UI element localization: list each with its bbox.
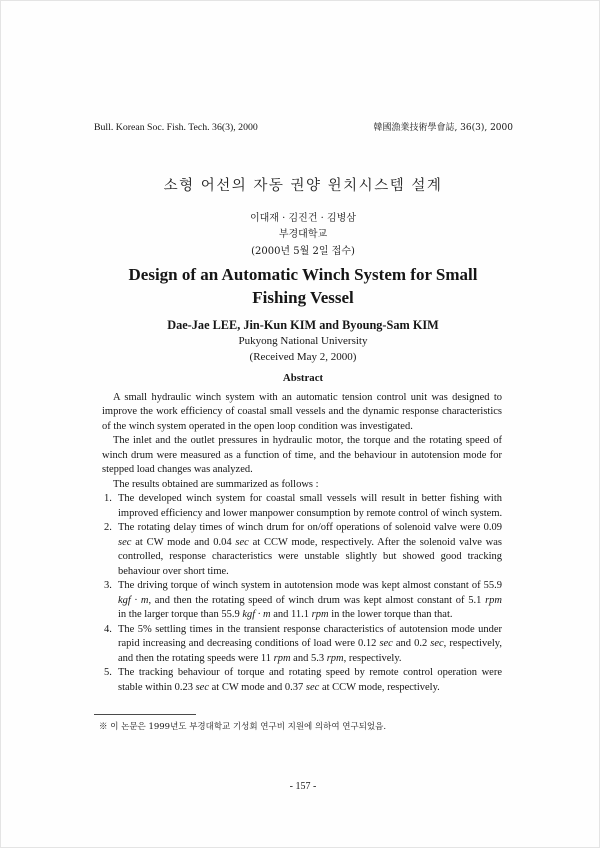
text-line [118,637,502,652]
received-date-english: (Received May 2, 2000) [249,351,357,363]
item-number: 5. [104,667,112,679]
text-run: , respectively, [443,638,502,650]
unit-text: rpm [485,594,502,606]
text-line [102,478,502,493]
text-run: The 5% settling times in the transient response characteristics of autotension mode under [118,623,502,635]
unit-text: rpm [273,652,291,664]
text-line [102,420,502,435]
text-run: , and then the rotating speed of winch drum was kept almost constant of 5.1 [148,594,486,606]
unit-text: sec [118,536,132,548]
result-item [102,492,502,521]
text-run: at CCW mode, respectively. After the solenoid valve was [248,536,502,548]
text-run: in the larger torque than 55.9 [118,609,243,621]
text-run: improved efficiency and lower manpower consumption by remote control of winch system. [118,507,503,519]
received-date-korean: (2000년 5월 2일 접수) [251,245,355,257]
text-line [118,507,502,522]
running-header [94,122,513,134]
text-line [118,579,502,594]
item-number: 2. [104,522,112,534]
text-run: behaviour over short time. [118,565,229,577]
text-line [102,391,502,406]
text-line [118,623,502,638]
text-run: controlled, response characteristics were unstable slightly but showed good tracking [118,551,502,563]
abstract-paragraph [102,478,502,493]
text-line [102,449,502,464]
result-item [102,623,502,667]
unit-text: sec [379,638,393,650]
text-run: stable within 0.23 [118,681,196,693]
item-number: 4. [104,623,112,635]
text-run: of the winch system operated in the open loop condition was investigated. [102,420,413,432]
text-line [102,434,502,449]
text-run: and 5.3 [290,652,327,664]
result-item [102,666,502,695]
text-line [102,463,502,478]
item-number: 1. [104,493,112,505]
unit-text: sec [235,536,249,548]
text-run: at CW mode and 0.37 [209,681,306,693]
journal-citation-korean: 韓國漁業技術學會誌, 36(3), 2000 [373,123,513,133]
text-run: and 11.1 [270,609,312,621]
text-line [118,681,502,696]
text-line [118,652,502,667]
text-run: and 0.2 [392,638,431,650]
text-line [118,608,502,623]
byline-korean [103,211,503,261]
authors-english: Dae-Jae LEE, Jin-Kun KIM and Byoung-Sam KIM [167,318,439,332]
text-run: , respectively. [343,652,402,664]
text-run: stepped load changes was analyzed. [102,464,253,476]
text-line [118,666,502,681]
affiliation-korean: 부경대학교 [278,229,328,241]
unit-text: sec [195,681,209,693]
text-run: improve the work efficiency of coastal small vessels and the dynamic response characteristics [102,406,502,418]
text-line [118,492,502,507]
text-run: and then the rotating speeds were 11 [118,652,274,664]
text-run: The developed winch system for coastal small vessels will result in better fishing with [118,493,502,505]
text-run: at CCW mode, respectively. [319,681,440,693]
text-run: The rotating delay times of winch drum for on/off operations of solenoid valve were 0.09 [118,522,502,534]
title-line: Fishing Vessel [252,287,354,307]
result-item [102,521,502,579]
affiliation-english: Pukyong National University [238,335,368,347]
unit-text: kgf · m [118,594,149,606]
title-line: Design of an Automatic Winch System for Small [128,264,478,284]
text-run: The driving torque of winch system in autotension mode was kept almost constant of 55.9 [118,580,502,592]
text-line [118,550,502,565]
abstract-heading: Abstract [282,372,324,384]
text-run: A small hydraulic winch system with an automatic tension control unit was designed to [113,391,502,403]
text-run: in the lower torque than that. [328,609,453,621]
abstract-paragraph [102,434,502,478]
result-item [102,579,502,623]
unit-text: sec [430,638,444,650]
text-run: The inlet and the outlet pressures in hydraulic motor, the torque and the rotating speed of [113,435,502,447]
abstract-paragraph [102,391,502,435]
text-run: rapid increasing and decreasing conditions of load were 0.12 [118,638,380,650]
authors-korean: 이대재 · 김진건 · 김병삼 [249,212,356,224]
page-number: - 157 - [289,781,317,792]
unit-text: kgf · m [242,609,271,621]
text-line [118,565,502,580]
text-line [118,594,502,609]
unit-text: sec [305,681,320,693]
text-run: The tracking behaviour of torque and rotating speed by remote control operation were [118,667,502,679]
footnote: ※ 이 논문은 1999년도 부경대학교 기성회 연구비 지원에 의하여 연구되었음. [99,722,387,732]
title-korean: 소형 어선의 자동 권양 윈치시스템 설계 [163,178,443,194]
byline-english [103,333,503,365]
unit-text: rpm [311,609,329,621]
text-run: The results obtained are summarized as follows : [113,478,319,490]
text-line [118,536,502,551]
text-line [118,521,502,536]
unit-text: rpm [326,652,344,664]
text-run: at CW mode and 0.04 [131,536,236,548]
results-list [102,492,502,695]
item-number: 3. [104,580,112,592]
text-run: winch drum were measured as a function of time, and the behaviour in autotension mode for [102,449,502,461]
abstract-body [102,391,502,696]
text-line [102,405,502,420]
title-english [63,263,543,309]
footnote-divider [94,714,196,715]
journal-citation-english: Bull. Korean Soc. Fish. Tech. 36(3), 2000 [94,122,258,133]
